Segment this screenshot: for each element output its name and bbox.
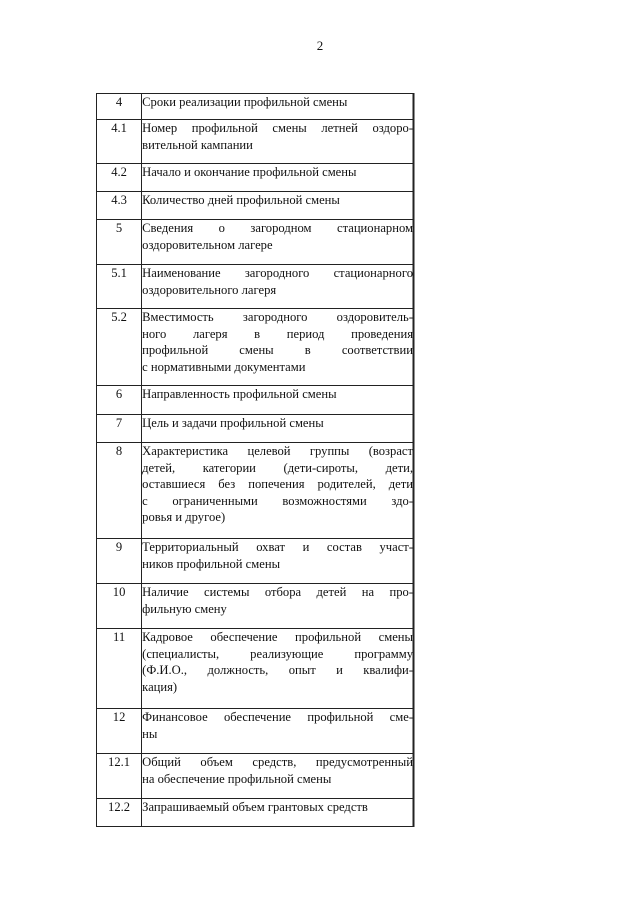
form-table bbox=[96, 93, 414, 827]
row-label bbox=[142, 164, 414, 192]
row-label bbox=[142, 629, 414, 709]
row-label-line: Количество дней профильной смены bbox=[142, 193, 340, 207]
row-number: 12 bbox=[97, 709, 142, 754]
row-label-line: Начало и окончание профильной смены bbox=[142, 165, 357, 179]
row-label-line: ников профильной смены bbox=[142, 556, 281, 571]
row-number: 9 bbox=[97, 539, 142, 584]
row-label bbox=[142, 309, 414, 386]
row-number: 8 bbox=[97, 443, 142, 539]
row-label bbox=[142, 220, 414, 265]
table-row bbox=[97, 120, 414, 164]
row-label-line: ровья и другое) bbox=[142, 510, 226, 524]
table-row bbox=[97, 94, 414, 120]
row-label-line: оздоровительного лагеря bbox=[142, 282, 277, 297]
row-number: 7 bbox=[97, 415, 142, 443]
row-label-line: Кадровое обеспечение профильной смены bbox=[142, 630, 413, 644]
row-label-line: (специалисты, реализующие программу bbox=[142, 646, 413, 661]
row-label-line: Общий объем средств, предусмотренный bbox=[142, 755, 413, 769]
row-label-line: Направленность профильной смены bbox=[142, 387, 337, 401]
row-label-line: Цель и задачи профильной смены bbox=[142, 416, 324, 430]
row-label-line: детей, категории (дети-сироты, дети, bbox=[142, 460, 413, 475]
page-number: 2 bbox=[316, 38, 324, 53]
row-label bbox=[142, 192, 414, 220]
row-label bbox=[142, 120, 414, 164]
table-row bbox=[97, 799, 414, 827]
row-label-line: Финансовое обеспечение профильной сме- bbox=[142, 710, 413, 724]
table-row bbox=[97, 539, 414, 584]
row-label-line: профильной смены в соответствии bbox=[142, 343, 413, 357]
table-row bbox=[97, 629, 414, 709]
row-label bbox=[142, 539, 414, 584]
row-label bbox=[142, 265, 414, 309]
row-number: 4 bbox=[97, 94, 142, 120]
row-label bbox=[142, 94, 414, 120]
row-label-line: вительной кампании bbox=[142, 137, 253, 152]
table-row bbox=[97, 754, 414, 799]
table-row bbox=[97, 192, 414, 220]
row-number: 5.2 bbox=[97, 309, 142, 386]
row-number: 12.1 bbox=[97, 754, 142, 799]
row-label-line: Вместимость загородного оздоровитель- bbox=[142, 310, 413, 324]
row-label-line: ны bbox=[142, 726, 158, 741]
row-label bbox=[142, 709, 414, 754]
table-row bbox=[97, 386, 414, 415]
table-row bbox=[97, 415, 414, 443]
row-label-line: с нормативными документами bbox=[142, 359, 306, 374]
row-label bbox=[142, 386, 414, 415]
row-label-line: Запрашиваемый объем грантовых средств bbox=[142, 800, 368, 814]
row-label-line: кация) bbox=[142, 679, 178, 694]
row-label-line: ного лагеря в период проведения bbox=[142, 326, 413, 341]
row-number: 5 bbox=[97, 220, 142, 265]
form-table-body bbox=[97, 94, 414, 827]
row-label-line: оставшиеся без попечения родителей, дети bbox=[142, 477, 413, 491]
row-label-line: с ограниченными возможностями здо- bbox=[142, 493, 413, 508]
row-label-line: Сведения о загородном стационарном bbox=[142, 221, 413, 235]
row-number: 4.3 bbox=[97, 192, 142, 220]
table-row bbox=[97, 584, 414, 629]
row-number: 5.1 bbox=[97, 265, 142, 309]
table-row bbox=[97, 220, 414, 265]
row-number: 6 bbox=[97, 386, 142, 415]
table-row bbox=[97, 309, 414, 386]
table-row bbox=[97, 164, 414, 192]
row-label-line: Наименование загородного стационарного bbox=[142, 266, 413, 280]
row-label-line: Территориальный охват и состав участ- bbox=[142, 540, 413, 554]
row-label-line: Характеристика целевой группы (возраст bbox=[142, 444, 413, 458]
row-label-line: фильную смену bbox=[142, 601, 227, 616]
row-label-line: оздоровительном лагере bbox=[142, 237, 273, 252]
row-label bbox=[142, 584, 414, 629]
row-number: 10 bbox=[97, 584, 142, 629]
row-label bbox=[142, 799, 414, 827]
row-label bbox=[142, 754, 414, 799]
row-label bbox=[142, 415, 414, 443]
table-row bbox=[97, 265, 414, 309]
row-number: 4.2 bbox=[97, 164, 142, 192]
row-label-line: Наличие системы отбора детей на про- bbox=[142, 585, 413, 599]
row-label-line: на обеспечение профильной смены bbox=[142, 771, 332, 786]
row-label-line: (Ф.И.О., должность, опыт и квалифи- bbox=[142, 663, 413, 677]
row-label-line: Сроки реализации профильной смены bbox=[142, 95, 348, 109]
row-number: 4.1 bbox=[97, 120, 142, 164]
row-label bbox=[142, 443, 414, 539]
row-number: 11 bbox=[97, 629, 142, 709]
table-row bbox=[97, 709, 414, 754]
table-row bbox=[97, 443, 414, 539]
row-label-line: Номер профильной смены летней оздоро- bbox=[142, 121, 413, 135]
row-number: 12.2 bbox=[97, 799, 142, 827]
